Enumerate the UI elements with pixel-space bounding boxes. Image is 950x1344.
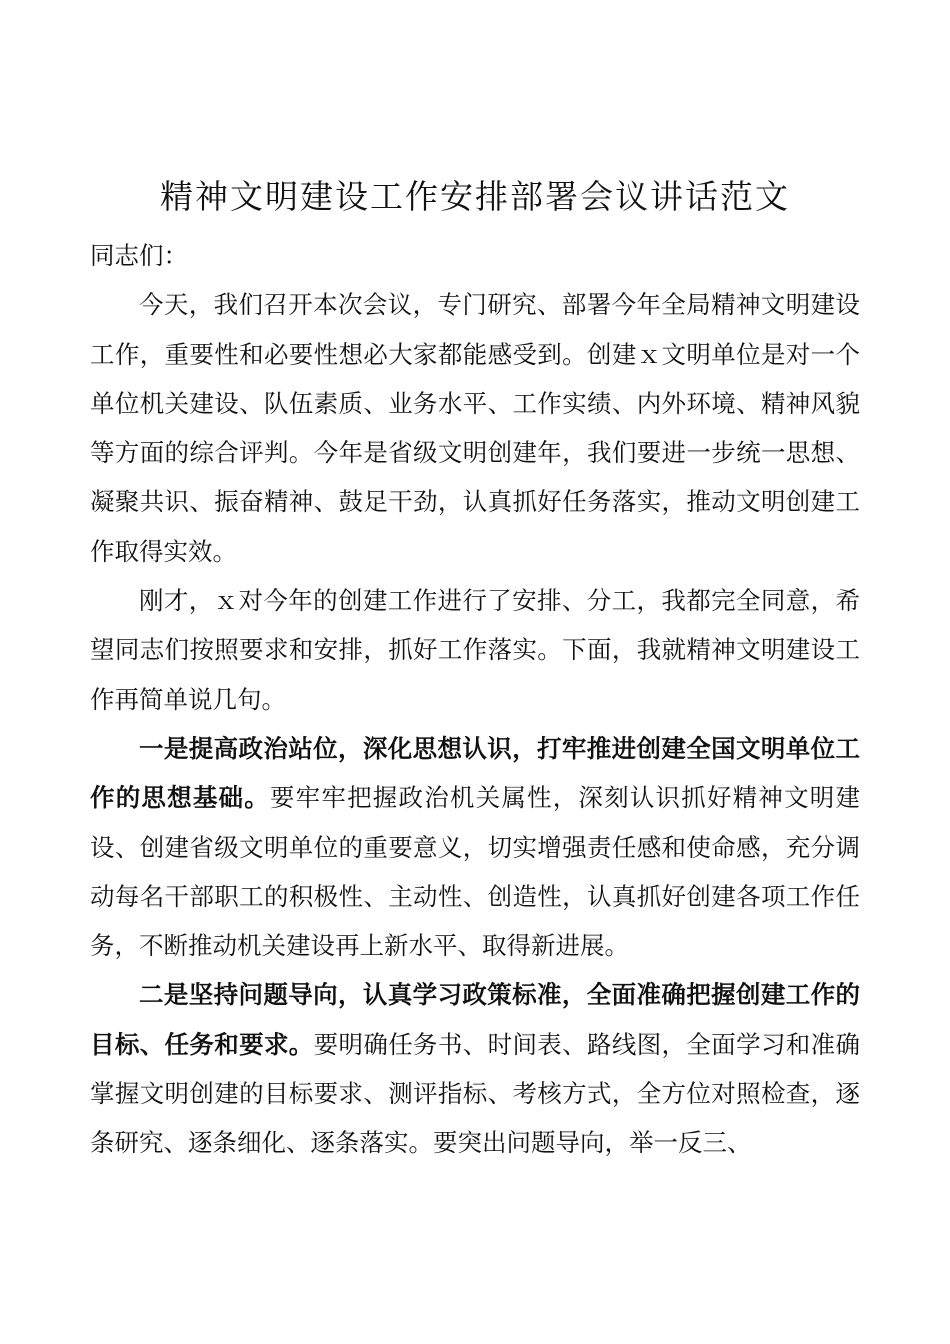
paragraph-text: 要明确任务书、时间表、路线图，全面学习和准确掌握文明创建的目标要求、测评指标、考核方式，全方位对照检查，逐条研究、逐条细化、逐条落实。要突出问题导向，举一反三、 — [90, 1029, 861, 1158]
paragraph-point-one — [90, 724, 860, 970]
paragraph-lead-heading: 一是提高政治站位，深化思想认识，打牢推进创建全国文明单位工作的思想基础。 — [90, 733, 860, 813]
document-body — [90, 231, 860, 1168]
paragraph-opening — [90, 280, 860, 576]
salutation: 同志们： — [90, 241, 188, 270]
paragraph-point-two — [90, 970, 860, 1167]
paragraph-text: 要牢牢把握政治机关属性，深刻认识抓好精神文明建设、创建省级文明单位的重要意义，切实增强责任感和使命感，充分调动每名干部职工的积极性、主动性、创造性，认真抓好创建各项工作任务，不断推动机关建设再上新水平、取得新进展。 — [90, 783, 861, 961]
paragraph-arrangement — [90, 576, 860, 724]
paragraph-text: 今天，我们召开本次会议，专门研究、部署今年全局精神文明建设工作，重要性和必要性想必大家都能感受到。创建ｘ文明单位是对一个单位机关建设、队伍素质、业务水平、工作实绩、内外环境、精神风貌等方面的综合评判。今年是省级文明创建年，我们要进一步统一思想、凝聚共识、振奋精神、鼓足干劲，认真抓好任务落实，推动文明创建工作取得实效。 — [90, 290, 860, 566]
document-title: 精神文明建设工作安排部署会议讲话范文 — [160, 177, 790, 216]
paragraph-lead-heading: 二是坚持问题导向，认真学习政策标准，全面准确把握创建工作的目标、任务和要求。 — [90, 980, 860, 1059]
paragraph-text: 刚才，ｘ对今年的创建工作进行了安排、分工，我都完全同意，希望同志们按照要求和安排，抓好工作落实。下面，我就精神文明建设工作再简单说几句。 — [90, 586, 860, 714]
